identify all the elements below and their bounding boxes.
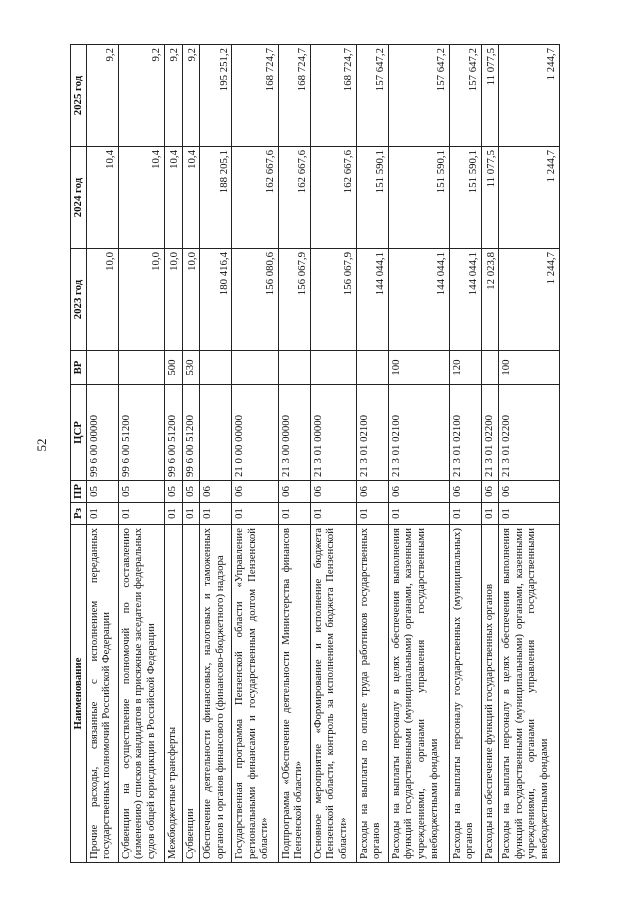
cell-rz: 01 xyxy=(164,503,182,525)
cell-csr: 21 3 01 02200 xyxy=(499,385,560,481)
cell-csr: 21 3 00 00000 xyxy=(278,385,310,481)
header-2024: 2024 год xyxy=(71,147,87,249)
cell-2024: 188 205,1 xyxy=(200,147,232,249)
cell-csr: 21 0 00 00000 xyxy=(232,385,278,481)
table-row xyxy=(86,45,118,863)
cell-rz: 01 xyxy=(200,503,232,525)
cell-2023: 144 044,1 xyxy=(356,249,388,351)
cell-pr: 06 xyxy=(481,481,499,503)
cell-name: Расходы на обеспечение функций государственных органов xyxy=(481,525,499,863)
cell-2025: 9,2 xyxy=(118,45,164,147)
cell-csr: 99 6 00 00000 xyxy=(86,385,118,481)
cell-2023: 12 023,8 xyxy=(481,249,499,351)
cell-vr xyxy=(232,351,278,385)
cell-2024: 10,4 xyxy=(164,147,182,249)
cell-vr: 500 xyxy=(164,351,182,385)
cell-pr: 06 xyxy=(200,481,232,503)
cell-pr: 05 xyxy=(86,481,118,503)
cell-name: Субвенции на осуществление полномочий по составлению (изменению) списков кандидатов в присяжные заседатели федеральных судов общей юрисдикции в Российской Федерации xyxy=(118,525,164,863)
cell-2024: 10,4 xyxy=(86,147,118,249)
cell-pr: 06 xyxy=(310,481,356,503)
table-row xyxy=(164,45,182,863)
cell-2023: 156 080,6 xyxy=(232,249,278,351)
cell-pr: 06 xyxy=(278,481,310,503)
page-number: 52 xyxy=(34,438,49,452)
table-row xyxy=(118,45,164,863)
cell-rz: 01 xyxy=(356,503,388,525)
cell-name: Расходы на выплаты по оплате труда работников государственных органов xyxy=(356,525,388,863)
header-name: Наименование xyxy=(71,525,87,863)
cell-2023: 180 416,4 xyxy=(200,249,232,351)
cell-rz: 01 xyxy=(182,503,200,525)
cell-name: Подпрограмма «Обеспечение деятельности Министерства финансов Пензенской области» xyxy=(278,525,310,863)
cell-2025: 157 647,2 xyxy=(388,45,449,147)
table-row xyxy=(499,45,560,863)
cell-name: Субвенции xyxy=(182,525,200,863)
budget-table xyxy=(70,44,560,863)
cell-vr: 120 xyxy=(449,351,481,385)
cell-2024: 10,4 xyxy=(182,147,200,249)
cell-2023: 10,0 xyxy=(182,249,200,351)
table-row xyxy=(232,45,278,863)
cell-2024: 162 667,6 xyxy=(232,147,278,249)
cell-2023: 144 044,1 xyxy=(449,249,481,351)
cell-name: Обеспечение деятельности финансовых, налоговых и таможенных органов и органов финансового (финансово-бюджетного) надзора xyxy=(200,525,232,863)
cell-2025: 157 647,2 xyxy=(356,45,388,147)
header-pr: ПР xyxy=(71,481,87,503)
cell-rz: 01 xyxy=(118,503,164,525)
cell-2025: 168 724,7 xyxy=(310,45,356,147)
cell-csr xyxy=(200,385,232,481)
cell-2024: 1 244,7 xyxy=(499,147,560,249)
cell-rz: 01 xyxy=(310,503,356,525)
cell-vr xyxy=(310,351,356,385)
cell-rz: 01 xyxy=(388,503,449,525)
table-row xyxy=(481,45,499,863)
cell-rz: 01 xyxy=(499,503,560,525)
table-row xyxy=(278,45,310,863)
cell-2024: 151 590,1 xyxy=(449,147,481,249)
cell-2023: 1 244,7 xyxy=(499,249,560,351)
cell-pr: 06 xyxy=(356,481,388,503)
cell-2025: 11 077,5 xyxy=(481,45,499,147)
cell-2025: 168 724,7 xyxy=(232,45,278,147)
cell-2024: 10,4 xyxy=(118,147,164,249)
table-row xyxy=(388,45,449,863)
cell-2024: 151 590,1 xyxy=(388,147,449,249)
cell-2024: 11 077,5 xyxy=(481,147,499,249)
cell-csr: 21 3 01 02100 xyxy=(388,385,449,481)
header-vr: ВР xyxy=(71,351,87,385)
table-row xyxy=(182,45,200,863)
header-2025: 2025 год xyxy=(71,45,87,147)
cell-csr: 99 6 00 51200 xyxy=(182,385,200,481)
cell-vr: 100 xyxy=(499,351,560,385)
cell-rz: 01 xyxy=(449,503,481,525)
cell-vr xyxy=(200,351,232,385)
cell-csr: 99 6 00 51200 xyxy=(118,385,164,481)
cell-csr: 21 3 01 00000 xyxy=(310,385,356,481)
header-2023: 2023 год xyxy=(71,249,87,351)
cell-2025: 9,2 xyxy=(182,45,200,147)
header-csr: ЦСР xyxy=(71,385,87,481)
table-row xyxy=(449,45,481,863)
header-row xyxy=(71,45,87,863)
cell-name: Расходы на выплаты персоналу государственных (муниципальных) органов xyxy=(449,525,481,863)
cell-vr xyxy=(356,351,388,385)
header-rz: Рз xyxy=(71,503,87,525)
cell-2025: 9,2 xyxy=(164,45,182,147)
cell-2023: 144 044,1 xyxy=(388,249,449,351)
cell-2023: 10,0 xyxy=(118,249,164,351)
rotated-table-container xyxy=(70,45,560,863)
cell-2023: 156 067,9 xyxy=(278,249,310,351)
cell-rz: 01 xyxy=(278,503,310,525)
cell-vr xyxy=(481,351,499,385)
table-row xyxy=(200,45,232,863)
cell-2023: 156 067,9 xyxy=(310,249,356,351)
cell-rz: 01 xyxy=(232,503,278,525)
table-row xyxy=(310,45,356,863)
cell-pr: 05 xyxy=(118,481,164,503)
cell-pr: 06 xyxy=(499,481,560,503)
cell-2025: 195 251,2 xyxy=(200,45,232,147)
cell-2024: 151 590,1 xyxy=(356,147,388,249)
cell-pr: 05 xyxy=(182,481,200,503)
cell-rz: 01 xyxy=(86,503,118,525)
cell-vr xyxy=(278,351,310,385)
cell-2025: 168 724,7 xyxy=(278,45,310,147)
cell-2024: 162 667,6 xyxy=(278,147,310,249)
cell-pr: 06 xyxy=(388,481,449,503)
cell-name: Межбюджетные трансферты xyxy=(164,525,182,863)
cell-csr: 21 3 01 02100 xyxy=(356,385,388,481)
cell-vr xyxy=(86,351,118,385)
cell-name: Государственная программа Пензенской области «Управление региональными финансами и государственным долгом Пензенской области» xyxy=(232,525,278,863)
cell-pr: 05 xyxy=(164,481,182,503)
cell-pr: 06 xyxy=(449,481,481,503)
cell-name: Прочие расходы, связанные с исполнением переданных государственных полномочий Российской Федерации xyxy=(86,525,118,863)
cell-csr: 21 3 01 02100 xyxy=(449,385,481,481)
cell-2025: 157 647,2 xyxy=(449,45,481,147)
cell-name: Расходы на выплаты персоналу в целях обеспечения выполнения функций государственными (муниципальными) органами, казенными учреждениями, органами управления государственными внебюджетными фондами xyxy=(499,525,560,863)
cell-csr: 99 6 00 51200 xyxy=(164,385,182,481)
cell-vr xyxy=(118,351,164,385)
cell-name: Основное мероприятие «Формирование и исполнение бюджета Пензенской области, контроль за исполнением бюджета Пензенской области» xyxy=(310,525,356,863)
cell-vr: 530 xyxy=(182,351,200,385)
table-row xyxy=(356,45,388,863)
cell-2023: 10,0 xyxy=(164,249,182,351)
cell-rz: 01 xyxy=(481,503,499,525)
cell-csr: 21 3 01 02200 xyxy=(481,385,499,481)
cell-name: Расходы на выплаты персоналу в целях обеспечения выполнения функций государственными (муниципальными) органами, казенными учреждениями, органами управления государственными внебюджетными фондами xyxy=(388,525,449,863)
cell-vr: 100 xyxy=(388,351,449,385)
cell-2023: 10,0 xyxy=(86,249,118,351)
cell-2025: 9,2 xyxy=(86,45,118,147)
cell-2024: 162 667,6 xyxy=(310,147,356,249)
cell-pr: 06 xyxy=(232,481,278,503)
cell-2025: 1 244,7 xyxy=(499,45,560,147)
